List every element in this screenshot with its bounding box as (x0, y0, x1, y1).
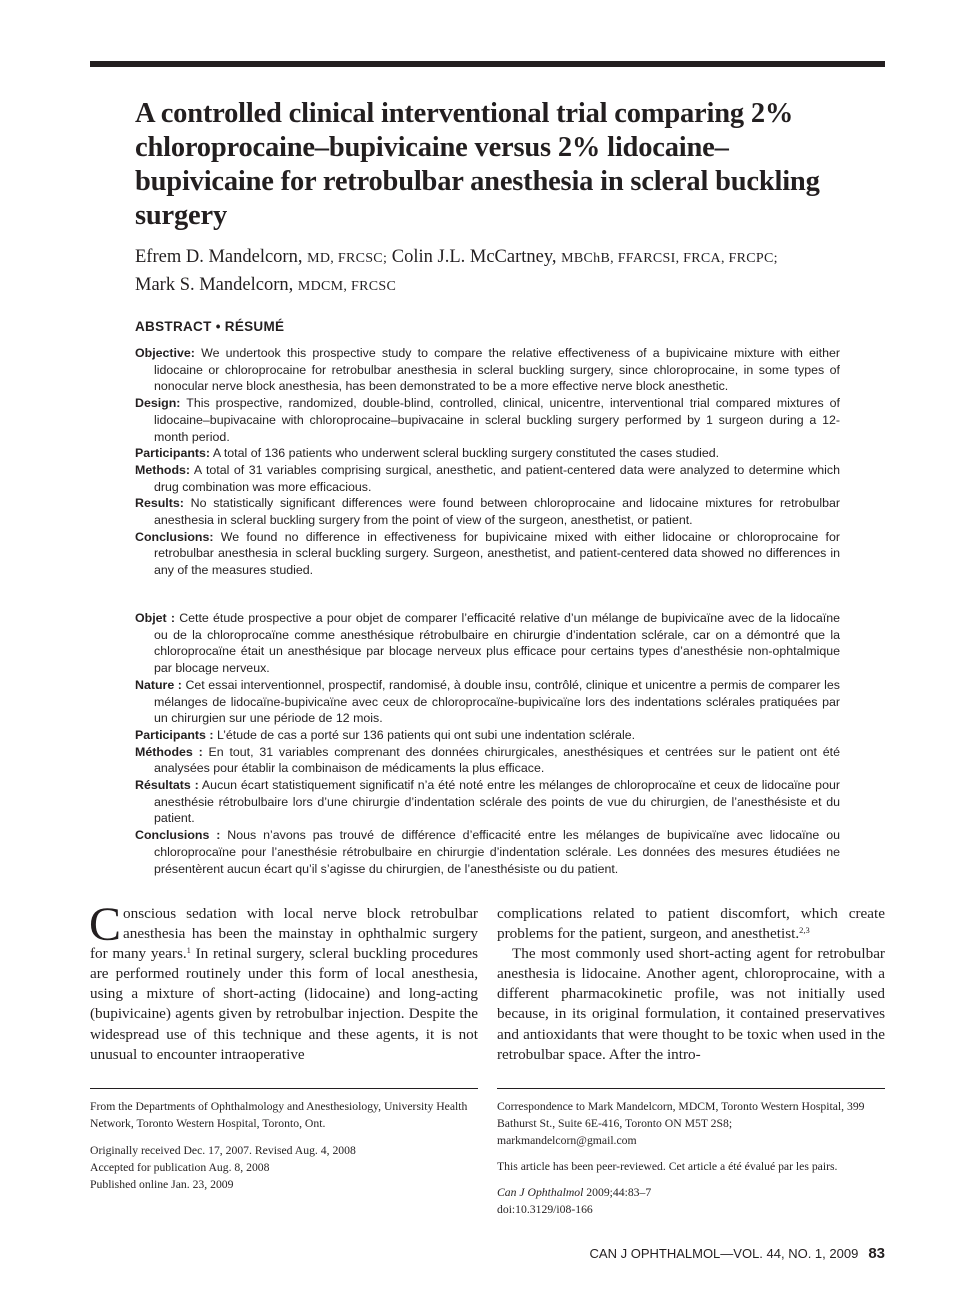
body-column-right (497, 904, 885, 1065)
body-paragraph: The most commonly used short-acting agent for retrobulbar anesthesia is lidocaine. Another agent, chloroprocaine, with a different pharmacokinetic profile, was not initially used because, in its original formulation, it contained preservatives and antioxidants that were thought to be toxic when used in the retrobulbar space. After the intro- (497, 945, 885, 1063)
author-name: Mark S. Mandelcorn, (135, 275, 294, 295)
author-list (135, 244, 865, 300)
running-footer-journal: CAN J OPHTHALMOL—VOL. 44, NO. 1, 2009 (589, 1246, 859, 1261)
abstract-item (135, 495, 840, 528)
abstract-item (135, 744, 840, 777)
abstract-text: This prospective, randomized, double-blind, controlled, clinical, unicentre, interventional trial compared mixtures of lidocaine–bupivacaine with chloroprocaine–bupivacaine in scleral buckling surgery performed by 1 surgeon during a 12-month period. (154, 396, 840, 444)
body-paragraph (497, 904, 885, 944)
abstract-english (135, 345, 840, 579)
article-title: A controlled clinical interventional trial comparing 2% chloroprocaine–bupivicaine versus 2% lidocaine–bupivicaine for retrobulbar anesthesia in scleral buckling surgery (135, 98, 820, 231)
author-name: Colin J.L. McCartney, (391, 247, 557, 267)
abstract-label: Participants: (135, 446, 211, 461)
abstract-label: Methods: (135, 462, 191, 477)
body-column-left (89, 898, 478, 1065)
abstract-french (135, 610, 840, 877)
abstract-item (135, 827, 840, 877)
footnotes-left (90, 1099, 478, 1194)
abstract-item (135, 395, 840, 445)
abstract-heading: ABSTRACT • RÉSUMÉ (135, 319, 285, 334)
reference-marker[interactable]: 1 (186, 945, 191, 956)
abstract-label: Conclusions : (135, 828, 221, 843)
body-text: onscious sedation with local nerve block retrobulbar anesthesia has been the mainstay in ophthalmic surgery for many years. (90, 905, 478, 963)
abstract-item (135, 462, 840, 495)
author-credentials: MDCM, FRCSC (297, 279, 397, 294)
drop-cap: C (89, 898, 122, 951)
running-footer (560, 1245, 885, 1262)
citation (497, 1185, 885, 1202)
abstract-label: Conclusions: (135, 529, 214, 544)
footnote-rule (497, 1088, 885, 1089)
abstract-text: We found no difference in effectiveness for bupivicaine mixed with either lidocaine or chloroprocaine for retrobulbar anesthesia in scleral buckling surgery. Surgeon, anesthetist, and patient-centered data showed no differences in any of the measures studied. (154, 529, 840, 578)
affiliation: From the Departments of Ophthalmology and Anesthesiology, University Health Network, Toronto Western Hospital, Toronto, Ont. (90, 1100, 468, 1130)
abstract-item (135, 727, 840, 744)
abstract-text: A total of 136 patients who underwent scleral buckling surgery constituted the cases studied. (212, 446, 720, 461)
abstract-label: Design: (135, 396, 181, 411)
abstract-text: Nous n’avons pas trouvé de différence d’efficacité entre les mélanges de bupivicaïne avec lidocaïne ou chloroprocaïne pour l’anesthésie rétrobulbaire en chirurgie d’indentation sclérale. Les données des mesures étudiées ne présentèrent aucun écart qu’il s’agisse du chirurgien, de l’anesthésiste ou du patient. (154, 828, 840, 876)
published-date: Published online Jan. 23, 2009 (90, 1177, 234, 1191)
abstract-item (135, 610, 840, 677)
abstract-label: Objet : (135, 611, 175, 625)
abstract-label: Results: (135, 496, 184, 511)
abstract-text: En tout, 31 variables comprenant des données chirurgicales, anesthésiques et centrées sur le patient ont été analysées pour établir la combinaison de médicaments la plus efficace. (154, 744, 840, 776)
correspondence-address: Correspondence to Mark Mandelcorn, MDCM, Toronto Western Hospital, 399 Bathurst St., Suite 6E-416, Toronto ON M5T 2S8; (497, 1100, 865, 1130)
received-date: Originally received Dec. 17, 2007. Revised Aug. 4, 2008 (90, 1143, 356, 1157)
abstract-text: L’étude de cas a porté sur 136 patients qui ont subi une indentation sclérale. (216, 727, 636, 742)
abstract-item (135, 529, 840, 579)
top-rule (90, 61, 885, 67)
abstract-label: Participants : (135, 727, 214, 742)
abstract-item (135, 677, 840, 727)
abstract-item (135, 345, 840, 395)
abstract-label: Objective: (135, 346, 195, 360)
author-credentials: MD, FRCSC; (307, 251, 388, 266)
abstract-item (135, 777, 840, 827)
doi[interactable]: doi:10.3129/i08-166 (497, 1202, 593, 1216)
citation-details: 2009;44:83–7 (583, 1185, 652, 1199)
correspondence (497, 1099, 885, 1150)
author-credentials: MBChB, FFARCSI, FRCA, FRCPC; (561, 251, 778, 266)
correspondence-email[interactable]: markmandelcorn@gmail.com (497, 1133, 637, 1147)
abstract-text: Cette étude prospective a pour objet de comparer l’efficacité relative d’un mélange de bupivicaïne avec de la lidocaïne ou de la chloroprocaïne comme anesthésique rétrobulbaire en chirurgie d’indentation sclérale, car on a démontré que la chloroprocaïne était un anesthésique par blocage nerveux plus efficace pour certains types d’anesthésie non-ophtalmique par blocage nerveux. (154, 611, 840, 676)
abstract-label: Méthodes : (135, 744, 203, 759)
abstract-label: Nature : (135, 677, 182, 692)
author-name: Efrem D. Mandelcorn, (135, 247, 303, 267)
body-text: In retinal surgery, scleral buckling procedures are performed routinely under this form of local anesthesia, using a mixture of short-acting (lidocaine) and long-acting (bupivicaine) agents given by retrobulbar injection. Despite the widespread use of this technique and these agents, it is not unusual to encounter intraoperative (90, 945, 478, 1063)
footnotes-right (497, 1099, 885, 1218)
abstract-item (135, 445, 840, 462)
abstract-text: A total of 31 variables comprising surgical, anesthetic, and patient-centered data were analyzed to determine which drug combination was more efficacious. (154, 462, 841, 494)
abstract-text: No statistically significant differences were found between chloroprocaine and lidocaine mixtures for retrobulbar anesthesia in scleral buckling surgery from the point of view of the surgeon, anesthetist, or patient. (154, 496, 840, 528)
reference-marker[interactable]: 2,3 (799, 925, 810, 936)
abstract-label: Résultats : (135, 778, 199, 793)
abstract-text: Cet essai interventionnel, prospectif, randomisé, à double insu, contrôlé, clinique et unicentre a permis de comparer les mélanges de lidocaïne-bupivicaïne avec ceux de chloroprocaïne-bupivicaïne lors des indentations sclérales pratiquées par un chirurgien sur une période de 12 mois. (154, 677, 840, 726)
page-number: 83 (868, 1245, 885, 1262)
body-text: complications related to patient discomfort, which create problems for the patient, surgeon, and anesthetist. (497, 905, 885, 943)
peer-review-note: This article has been peer-reviewed. Cet article a été évalué par les pairs. (497, 1159, 838, 1173)
footnote-rule (90, 1088, 478, 1089)
abstract-text: We undertook this prospective study to compare the relative effectiveness of a bupivicaine mixture with either lidocaine or chloroprocaine for retrobulbar anesthesia in scleral buckling surgery, since chloroprocaine, in some types of nonocular nerve block anesthesia, has been demonstrated to be a more effective nerve block anesthetic. (154, 346, 840, 394)
abstract-text: Aucun écart statistiquement significatif n’a été noté entre les mélanges de chloroprocaïne et ceux de lidocaïne pour anesthésie rétrobulbaire lors d’une chirurgie d’indentation sclérale des points de vue du chirurgien, de l’anesthésiste et du patient. (154, 778, 840, 826)
journal-name: Can J Ophthalmol (497, 1185, 584, 1199)
body-paragraph (89, 898, 478, 1065)
accepted-date: Accepted for publication Aug. 8, 2008 (90, 1160, 270, 1174)
